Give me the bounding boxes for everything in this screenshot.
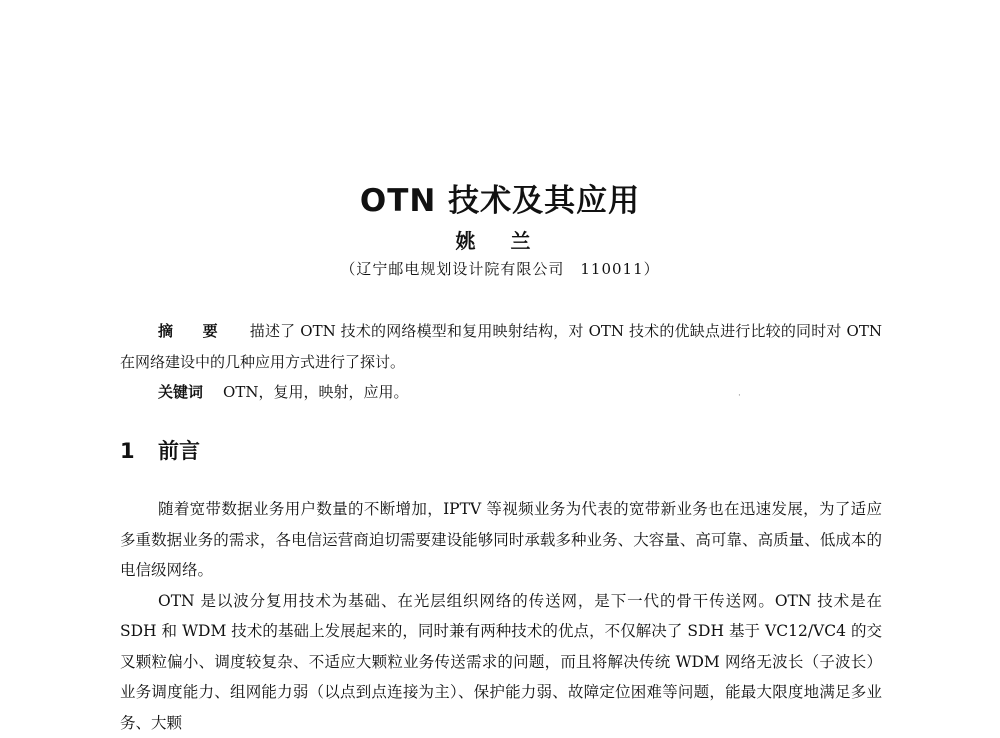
section-heading	[120, 435, 200, 465]
abstract-text: 描述了 OTN 技术的网络模型和复用映射结构，对 OTN 技术的优缺点进行比较的同时对 OTN 在网络建设中的几种应用方式进行了探讨。	[120, 322, 882, 371]
body-text	[120, 494, 882, 738]
paper-title: OTN 技术及其应用	[0, 175, 1000, 220]
abstract-label: 摘 要	[158, 322, 230, 340]
scan-speck: ·	[738, 391, 741, 401]
author-affiliation: （辽宁邮电规划设计院有限公司 110011）	[0, 258, 1000, 279]
keywords-text: OTN，复用，映射，应用。	[223, 383, 408, 401]
abstract-block	[120, 316, 882, 378]
keywords-block	[120, 377, 882, 408]
body-paragraph: OTN 是以波分复用技术为基础、在光层组织网络的传送网，是下一代的骨干传送网。OTN 技术是在 SDH 和 WDM 技术的基础上发展起来的，同时兼有两种技术的优点，不仅解决了 SDH 基于 VC12/VC4 的交叉颗粒偏小、调度较复杂、不适应大颗粒业务传送需求的问题，而且将解决传统 WDM 网络无波长（子波长）业务调度能力、组网能力弱（以点到点连接为主）、保护能力弱、故障定位困难等问题，能最大限度地满足多业务、大颗	[120, 586, 882, 738]
section-number: 1	[120, 439, 158, 463]
section-title: 前言	[158, 439, 200, 463]
author-name: 姚 兰	[0, 225, 1000, 254]
keywords-label: 关键词	[158, 383, 203, 401]
body-paragraph: 随着宽带数据业务用户数量的不断增加，IPTV 等视频业务为代表的宽带新业务也在迅速发展，为了适应多重数据业务的需求，各电信运营商迫切需要建设能够同时承载多种业务、大容量、高可靠、高质量、低成本的电信级网络。	[120, 494, 882, 586]
